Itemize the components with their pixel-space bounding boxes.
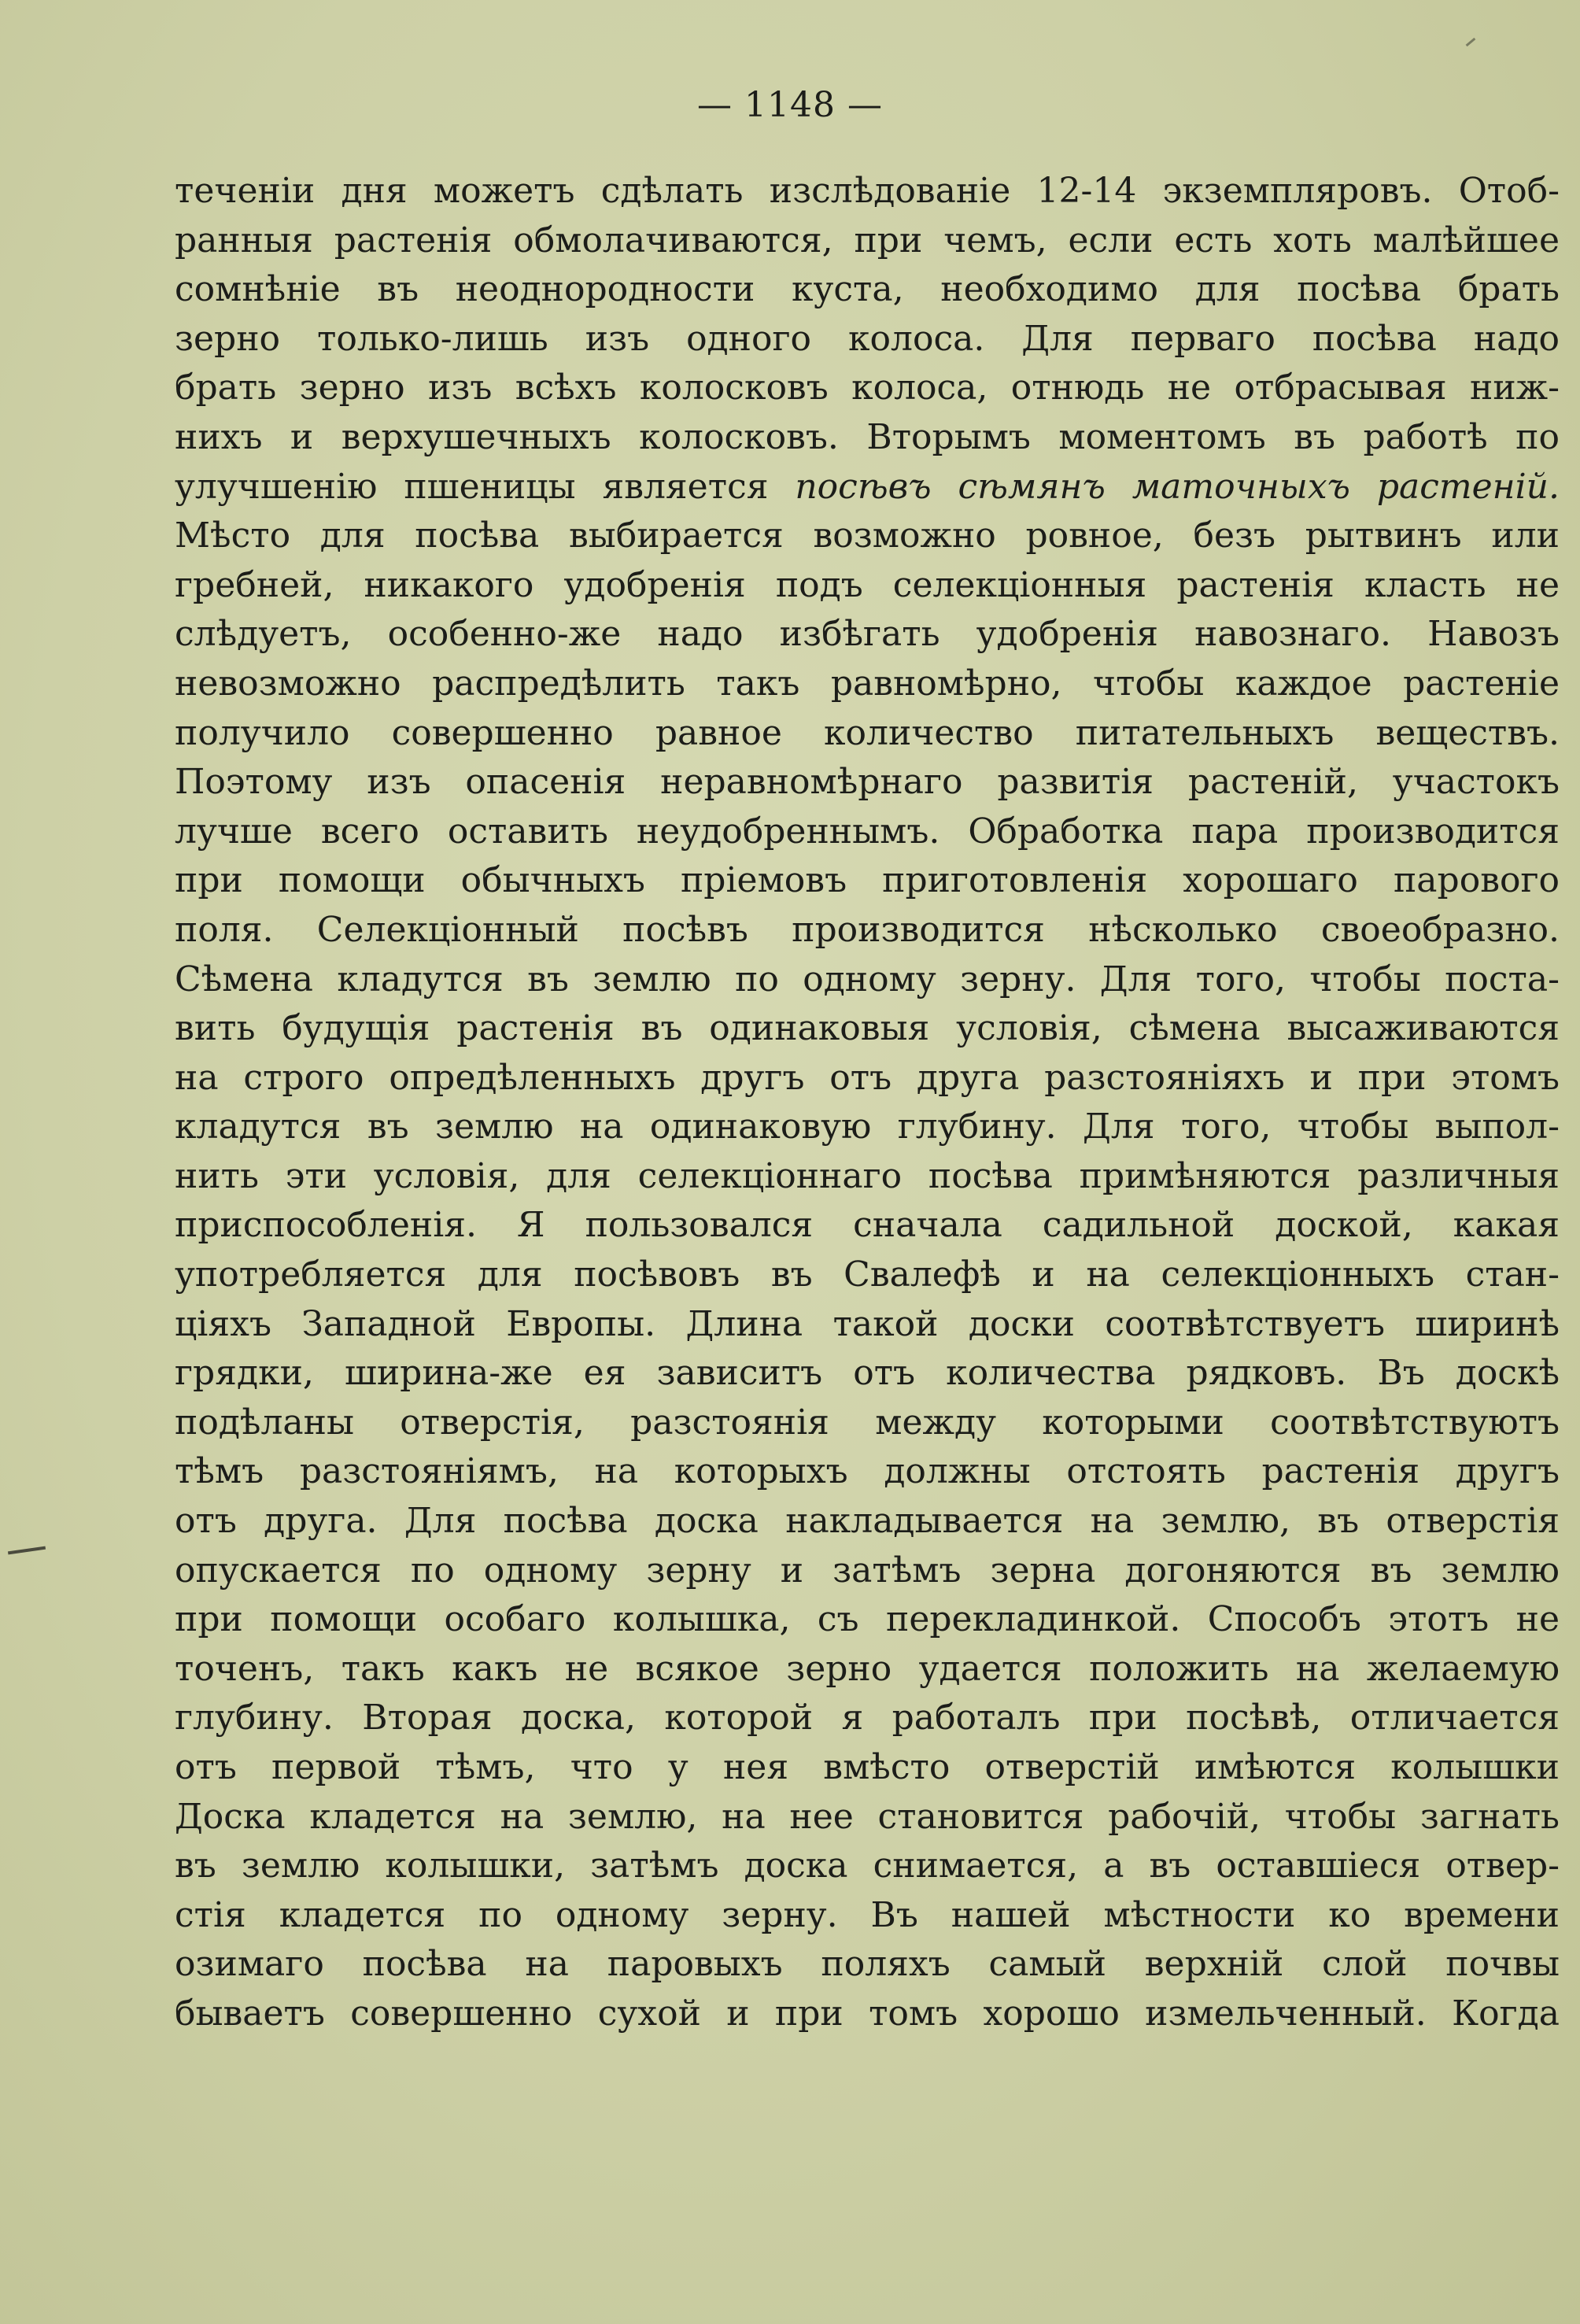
corner-mark: [1466, 38, 1476, 46]
page-number: — 1148 —: [697, 85, 883, 125]
text-line-32: глубину. Вторая доска, которой я работалъ при посѣвѣ, отличается: [175, 1698, 1560, 1738]
text-line-26: подѣланы отверстія, разстоянія между которыми соотвѣтствуютъ: [175, 1402, 1560, 1443]
text-line-22: приспособленія. Я пользовался сначала садильной доской, какая: [175, 1205, 1560, 1246]
text-line-11: невозможно распредѣлить такъ равномѣрно, чтобы каждое растеніе: [175, 663, 1560, 704]
text-line-27: тѣмъ разстояніямъ, на которыхъ должны отстоять растенія другъ: [175, 1451, 1560, 1492]
text-line-16: поля. Селекціонный посѣвъ производится нѣсколько своеобразно.: [175, 909, 1560, 950]
text-line-38: бываетъ совершенно сухой и при томъ хорошо измельченный. Когда: [175, 1993, 1560, 2034]
text-line-28: отъ друга. Для посѣва доска накладывается на землю, въ отверстія: [175, 1501, 1560, 1542]
text-line-1: теченіи дня можетъ сдѣлать изслѣдованіе 12-14 экземпляровъ. Отоб-: [175, 171, 1560, 211]
text-line-10: слѣдуетъ, особенно-же надо избѣгать удобренія навознаго. Навозъ: [175, 614, 1560, 655]
text-line-21: нить эти условія, для селекціоннаго посѣва примѣняются различныя: [175, 1155, 1560, 1196]
text-line-23: употребляется для посѣвовъ въ Свалефѣ и на селекціонныхъ стан-: [175, 1254, 1560, 1295]
text-line-19: на строго опредѣленныхъ другъ отъ друга разстояніяхъ и при этомъ: [175, 1057, 1560, 1098]
text-line-30: при помощи особаго колышка, съ перекладинкой. Способъ этотъ не: [175, 1599, 1560, 1640]
text-line-24: ціяхъ Западной Европы. Длина такой доски соотвѣтствуетъ ширинѣ: [175, 1303, 1560, 1344]
text-line-4: зерно только-лишь изъ одного колоса. Для перваго посѣва надо: [175, 318, 1560, 359]
margin-mark: [8, 1546, 46, 1555]
text-line-8: Мѣсто для посѣва выбирается возможно ровное, безъ рытвинъ или: [175, 515, 1560, 556]
text-line-2: ранныя растенія обмолачиваются, при чемъ, если есть хоть малѣйшее: [175, 220, 1560, 260]
text-line-34: Доска кладется на землю, на нее становится рабочій, чтобы загнать: [175, 1796, 1560, 1837]
text-line-7-start: улучшенію пшеницы является: [175, 466, 796, 507]
body-text: [175, 167, 1560, 2039]
text-line-20: кладутся въ землю на одинаковую глубину. Для того, чтобы выпол-: [175, 1107, 1560, 1147]
text-line-18: вить будущія растенія въ одинаковыя условія, сѣмена высаживаются: [175, 1008, 1560, 1049]
text-line-7: [175, 463, 1560, 512]
text-line-3: сомнѣніе въ неоднородности куста, необходимо для посѣва брать: [175, 269, 1560, 310]
text-line-6: нихъ и верхушечныхъ колосковъ. Вторымъ моментомъ въ работѣ по: [175, 416, 1560, 457]
text-line-33: отъ первой тѣмъ, что у нея вмѣсто отверстій имѣются колышки: [175, 1747, 1560, 1787]
text-line-13: Поэтому изъ опасенія неравномѣрнаго развитія растеній, участокъ: [175, 762, 1560, 803]
text-line-36: стія кладется по одному зерну. Въ нашей мѣстности ко времени: [175, 1894, 1560, 1935]
text-line-15: при помощи обычныхъ пріемовъ приготовленія хорошаго парового: [175, 860, 1560, 901]
text-line-31: точенъ, такъ какъ не всякое зерно удается положить на желаемую: [175, 1648, 1560, 1689]
text-line-29: опускается по одному зерну и затѣмъ зерна догоняются въ землю: [175, 1550, 1560, 1591]
text-line-17: Сѣмена кладутся въ землю по одному зерну. Для того, чтобы поста-: [175, 959, 1560, 999]
text-line-35: въ землю колышки, затѣмъ доска снимается, а въ оставшіеся отвер-: [175, 1846, 1560, 1886]
text-line-25: грядки, ширина-же ея зависитъ отъ количества рядковъ. Въ доскѣ: [175, 1353, 1560, 1394]
text-line-9: гребней, никакого удобренія подъ селекціонныя растенія класть не: [175, 564, 1560, 605]
text-line-37: озимаго посѣва на паровыхъ поляхъ самый верхній слой почвы: [175, 1944, 1560, 1985]
text-line-5: брать зерно изъ всѣхъ колосковъ колоса, отнюдь не отбрасывая ниж-: [175, 368, 1560, 408]
text-line-14: лучше всего оставить неудобреннымъ. Обработка пара производится: [175, 811, 1560, 852]
text-line-12: получило совершенно равное количество питательныхъ веществъ.: [175, 712, 1560, 753]
italic-emphasis: посѣвъ сѣмянъ маточныхъ растеній.: [795, 466, 1560, 507]
